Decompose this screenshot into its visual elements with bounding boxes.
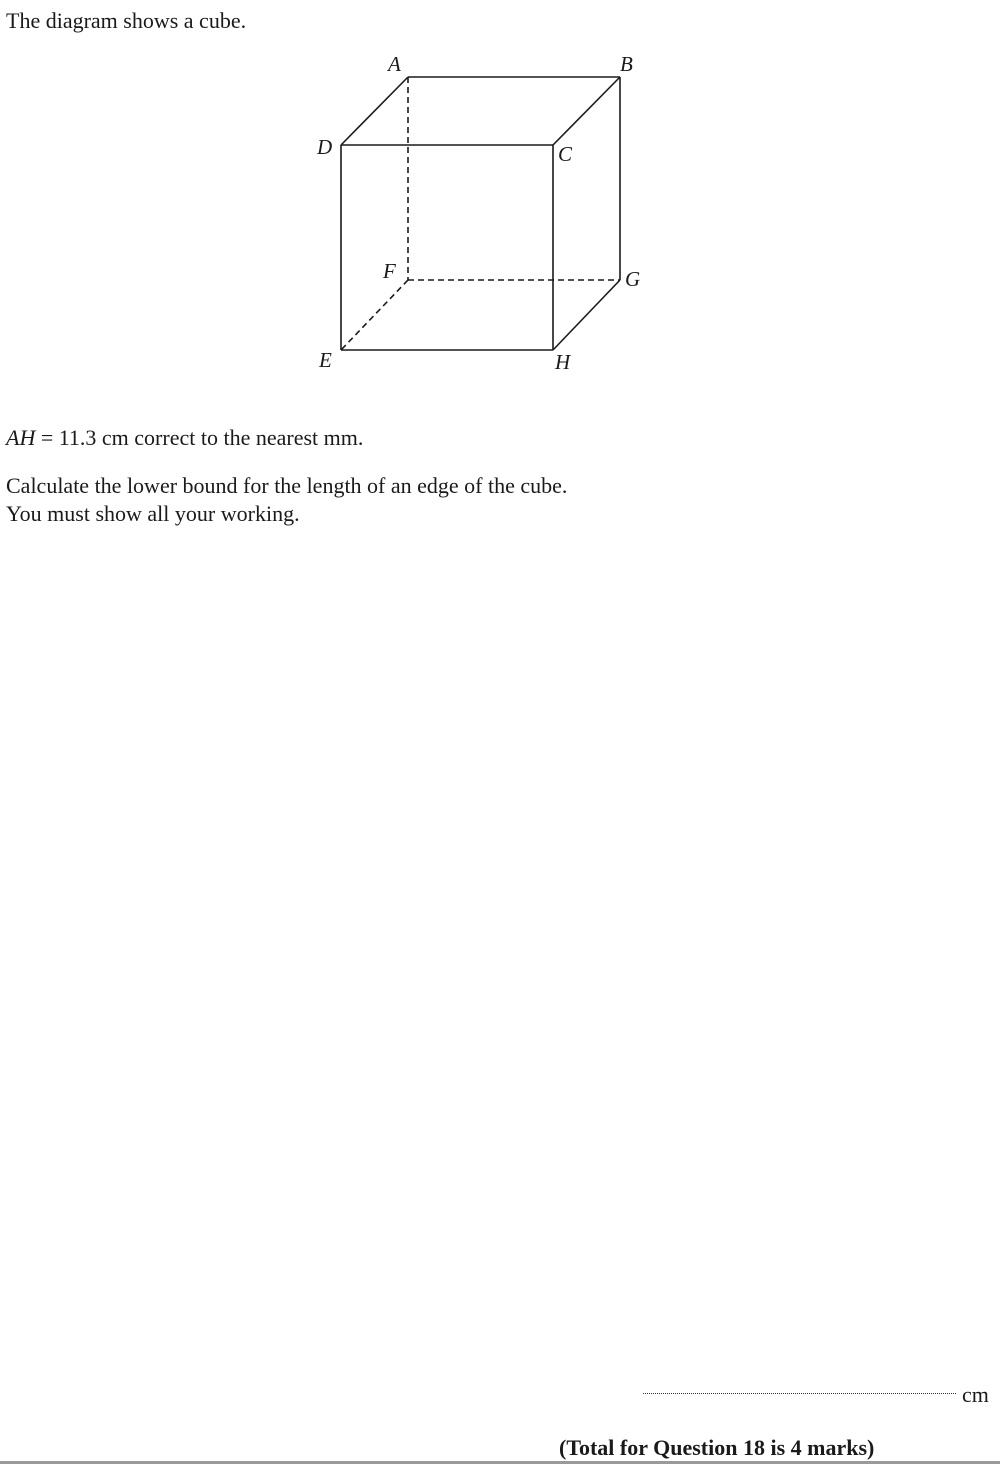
question-intro: The diagram shows a cube. [6, 8, 247, 33]
vertex-label-G: G [625, 267, 641, 291]
cube-diagram [300, 45, 660, 385]
vertex-label-D: D [317, 135, 333, 159]
answer-line[interactable] [643, 1393, 956, 1394]
given-information [6, 424, 363, 452]
working-instruction: You must show all your working. [6, 501, 300, 526]
given-value-text: = 11.3 cm correct to the nearest mm. [35, 425, 364, 450]
vertex-label-E: E [319, 348, 332, 372]
edge-GH [553, 280, 620, 350]
vertex-label-F: F [383, 259, 396, 283]
edge-AD [341, 77, 408, 145]
footer-rule [0, 1461, 1000, 1464]
hidden-edge-FE [341, 280, 408, 350]
segment-label: AH [6, 425, 36, 450]
vertex-label-B: B [620, 52, 633, 76]
vertex-label-C: C [558, 142, 573, 166]
question-instruction: Calculate the lower bound for the length of an edge of the cube. [6, 473, 568, 498]
answer-unit: cm [962, 1382, 989, 1407]
vertex-label-H: H [555, 350, 571, 374]
question-total-marks: (Total for Question 18 is 4 marks) [559, 1435, 875, 1460]
edge-BC [553, 77, 620, 145]
vertex-label-A: A [388, 52, 401, 76]
